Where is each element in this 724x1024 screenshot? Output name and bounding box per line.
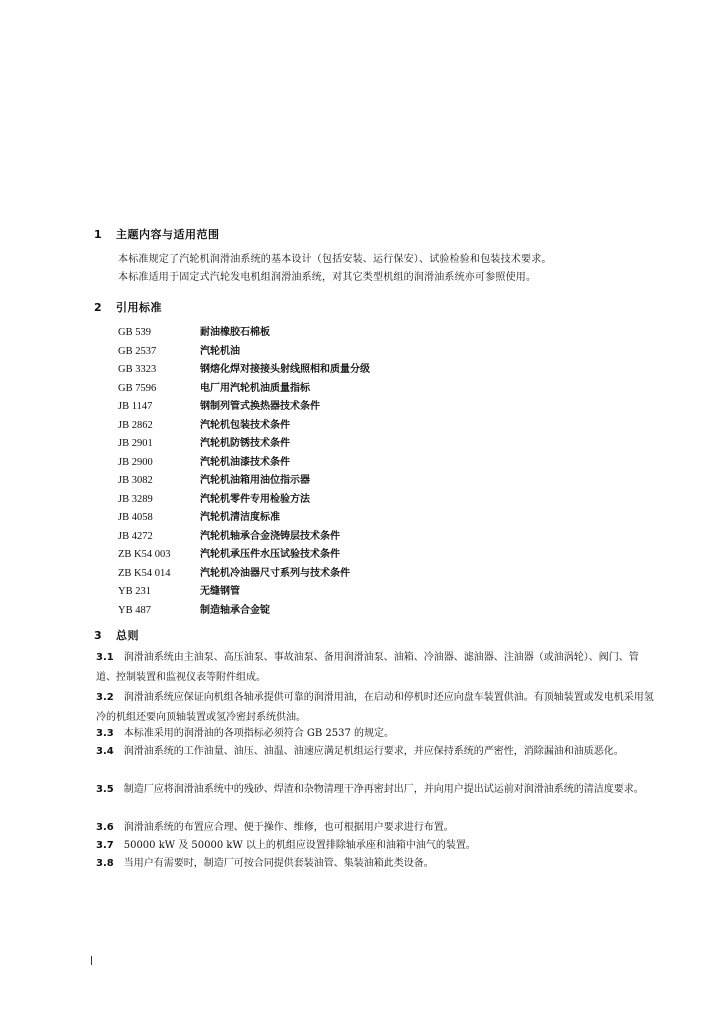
- reference-item: [118, 361, 370, 380]
- reference-code: GB 7596: [118, 382, 157, 394]
- clause-3-2: [96, 688, 656, 728]
- scope-paragraph-2: 本标准适用于固定式汽轮发电机组润滑油系统，对其它类型机组的润滑油系统亦可参照使用。: [118, 272, 537, 283]
- clause-3-1: [96, 648, 656, 688]
- reference-item: [118, 435, 370, 454]
- reference-item: [118, 546, 370, 565]
- reference-code: ZB K54 003: [118, 549, 171, 560]
- reference-item: [118, 602, 370, 621]
- reference-code: GB 539: [118, 327, 151, 338]
- reference-code: JB 4058: [118, 512, 153, 523]
- section-title: 主题内容与适用范围: [116, 228, 220, 241]
- reference-item: [118, 324, 370, 343]
- reference-item: [118, 398, 370, 417]
- reference-title: 制造轴承合金锭: [200, 604, 270, 616]
- reference-title: 汽轮机包装技术条件: [200, 419, 290, 431]
- page-margin-mark: [91, 956, 92, 965]
- clause-number: 3.2: [96, 692, 114, 703]
- reference-code: YB 487: [118, 604, 151, 616]
- reference-title: 汽轮机冷油器尺寸系列与技术条件: [200, 567, 350, 579]
- clause-number: 3.7: [96, 840, 114, 851]
- clause-text: 制造厂应将润滑油系统中的残砂、焊渣和杂物清理干净再密封出厂，并向用户提出试运前对润滑油系统的清洁度要求。: [123, 784, 644, 795]
- reference-title: 钢熔化焊对接接头射线照相和质量分级: [200, 364, 370, 375]
- reference-code: YB 231: [118, 586, 151, 597]
- section-title: 总则: [116, 629, 139, 642]
- reference-code: JB 2901: [118, 438, 153, 449]
- reference-title: 电厂用汽轮机油质量指标: [200, 382, 310, 394]
- clause-3-5: [96, 780, 656, 800]
- section-title: 引用标准: [116, 301, 162, 314]
- reference-item: [118, 472, 370, 491]
- reference-code: JB 2862: [118, 419, 153, 431]
- clause-number: 3.6: [96, 822, 114, 833]
- reference-item: [118, 509, 370, 528]
- scope-paragraph-1: 本标准规定了汽轮机润滑油系统的基本设计（包括安装、运行保安）、试验检验和包装技术要求。: [118, 254, 552, 265]
- reference-item: [118, 454, 370, 473]
- reference-code: JB 3082: [118, 475, 153, 486]
- reference-item: [118, 528, 370, 547]
- section-number: 1: [94, 228, 103, 241]
- reference-title: 汽轮机零件专用检验方法: [200, 493, 310, 505]
- reference-code: ZB K54 014: [118, 567, 171, 579]
- reference-item: [118, 565, 370, 584]
- reference-title: 汽轮机清洁度标准: [200, 512, 280, 523]
- reference-title: 耐油橡胶石棉板: [200, 327, 270, 338]
- section-2-heading: [94, 299, 162, 315]
- clause-number: 3.4: [96, 746, 114, 757]
- reference-title: 汽轮机轴承合金浇铸层技术条件: [200, 530, 340, 542]
- clause-text: 当用户有需要时，制造厂可按合同提供套装油管、集装油箱此类设备。: [123, 858, 434, 869]
- reference-title: 钢制列管式换热器技术条件: [200, 401, 320, 412]
- clause-text: 润滑油系统应保证向机组各轴承提供可靠的润滑用油，在启动和停机时还应向盘车装置供油。有顶轴装置或发电机采用氢冷的机组还要向顶轴装置或氢冷密封系统供油。: [96, 692, 654, 723]
- clause-number: 3.1: [96, 652, 114, 663]
- reference-item: [118, 491, 370, 510]
- reference-title: 汽轮机油箱用油位指示器: [200, 475, 310, 486]
- reference-title: 汽轮机油漆技术条件: [200, 456, 290, 468]
- reference-item: [118, 417, 370, 436]
- reference-code: JB 2900: [118, 456, 153, 468]
- reference-code: JB 4272: [118, 530, 153, 542]
- clause-3-3: [96, 724, 656, 744]
- section-number: 3: [94, 629, 103, 642]
- reference-title: 汽轮机防锈技术条件: [200, 438, 290, 449]
- reference-item: [118, 343, 370, 362]
- section-number: 2: [94, 301, 103, 314]
- reference-title: 汽轮机油: [200, 345, 240, 357]
- clause-3-4: [96, 742, 656, 762]
- reference-code: JB 3289: [118, 493, 153, 505]
- clause-3-6: [96, 818, 656, 838]
- section-1-heading: [94, 226, 220, 242]
- clause-number: 3.5: [96, 784, 114, 795]
- reference-title: 汽轮机承压件水压试验技术条件: [200, 549, 340, 560]
- clause-3-7: [96, 836, 656, 856]
- reference-code: GB 2537: [118, 345, 157, 357]
- clause-number: 3.3: [96, 728, 114, 739]
- clause-text: 50000 kW 及 50000 kW 以上的机组应设置排除轴承座和油箱中油气的装置。: [123, 840, 476, 851]
- reference-list: [118, 324, 370, 620]
- reference-code: GB 3323: [118, 364, 157, 375]
- clause-text: 润滑油系统的工作油量、油压、油温、油速应满足机组运行要求，并应保持系统的严密性，消除漏油和油质恶化。: [123, 746, 624, 757]
- clause-text: 润滑油系统的布置应合理、便于操作、维修，也可根据用户要求进行布置。: [123, 822, 454, 833]
- clause-number: 3.8: [96, 858, 114, 869]
- reference-item: [118, 380, 370, 399]
- clause-3-8: [96, 854, 656, 874]
- clause-text: 润滑油系统由主油泵、高压油泵、事故油泵、备用润滑油泵、油箱、冷油器、滤油器、注油器（或油涡轮）、阀门、管道、控制装置和监视仪表等附件组成。: [96, 652, 639, 683]
- section-3-heading: [94, 627, 139, 643]
- clause-text: 本标准采用的润滑油的各项指标必须符合 GB 2537 的规定。: [123, 728, 395, 739]
- reference-code: JB 1147: [118, 401, 153, 412]
- reference-item: [118, 583, 370, 602]
- reference-title: 无缝钢管: [200, 586, 240, 597]
